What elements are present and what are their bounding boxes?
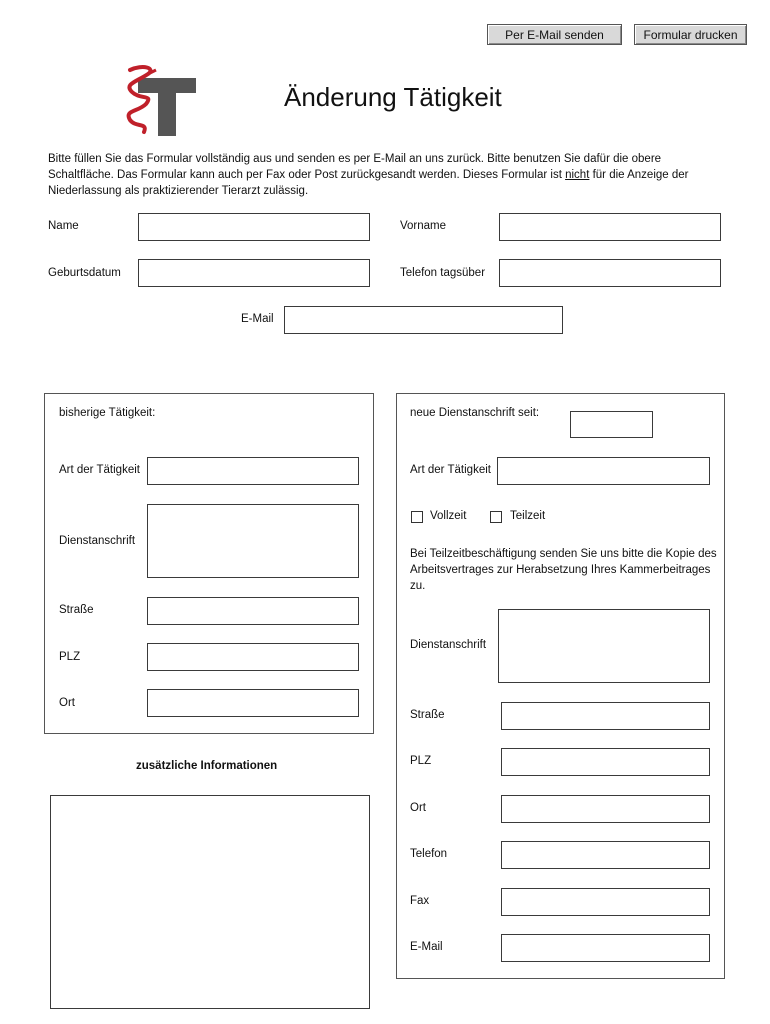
new-fax-label: Fax: [410, 895, 430, 907]
previous-ort-field[interactable]: [147, 689, 359, 717]
previous-dienstanschrift-label: Dienstanschrift: [59, 535, 136, 547]
new-telefon-field[interactable]: [501, 841, 710, 869]
previous-heading: bisherige Tätigkeit:: [59, 407, 156, 419]
vollzeit-checkbox[interactable]: [411, 511, 423, 523]
vollzeit-label: Vollzeit: [430, 510, 467, 522]
email-send-button[interactable]: Per E-Mail senden: [487, 24, 622, 45]
email-label: E-Mail: [241, 313, 274, 325]
new-email-field[interactable]: [501, 934, 710, 962]
geburtsdatum-label: Geburtsdatum: [48, 267, 121, 279]
intro-paragraph: [48, 151, 718, 199]
geburtsdatum-field[interactable]: [138, 259, 370, 287]
new-email-label: E-Mail: [410, 941, 443, 953]
teilzeit-label: Teilzeit: [510, 510, 546, 522]
new-strasse-label: Straße: [410, 709, 445, 721]
vorname-field[interactable]: [499, 213, 721, 241]
part-time-note: Bei Teilzeitbeschäftigung senden Sie uns bitte die Kopie des Arbeitsvertrages zur Herabsetzung Ihres Kammerbeitrages zu.: [410, 548, 717, 592]
print-form-button[interactable]: Formular drucken: [634, 24, 747, 45]
previous-ort-label: Ort: [59, 697, 75, 709]
additional-info-field[interactable]: [50, 795, 370, 1009]
previous-art-field[interactable]: [147, 457, 359, 485]
previous-strasse-label: Straße: [59, 604, 94, 616]
name-field[interactable]: [138, 213, 370, 241]
intro-text-end: für die Anzeige der Niederlassung als praktizierender Tierarzt zulässig.: [48, 169, 689, 197]
previous-dienstanschrift-field[interactable]: [147, 504, 359, 578]
new-ort-label: Ort: [410, 802, 426, 814]
new-fax-field[interactable]: [501, 888, 710, 916]
new-dienstanschrift-label: Dienstanschrift: [410, 639, 487, 651]
new-plz-label: PLZ: [410, 755, 432, 767]
new-art-field[interactable]: [497, 457, 710, 485]
previous-plz-field[interactable]: [147, 643, 359, 671]
new-art-label: Art der Tätigkeit: [410, 464, 491, 476]
new-telefon-label: Telefon: [410, 848, 448, 860]
previous-plz-label: PLZ: [59, 651, 81, 663]
additional-heading: zusätzliche Informationen: [136, 760, 278, 772]
new-strasse-field[interactable]: [501, 702, 710, 730]
name-label: Name: [48, 220, 79, 232]
intro-text: Bitte füllen Sie das Formular vollständig aus und senden es per E-Mail an uns zurück. Bitte benutzen Sie dafür die obere Schaltfläche. Das Formular kann auch per Fax oder Post zurückgesandt werden. Dieses Formular ist: [48, 153, 662, 181]
chamber-logo: [118, 62, 200, 140]
new-ort-field[interactable]: [501, 795, 710, 823]
telefon-label: Telefon tagsüber: [400, 267, 486, 279]
page-title: Änderung Tätigkeit: [284, 82, 502, 112]
previous-art-label: Art der Tätigkeit: [59, 464, 140, 476]
telefon-field[interactable]: [499, 259, 721, 287]
new-plz-field[interactable]: [501, 748, 710, 776]
new-heading: neue Dienstanschrift seit:: [410, 407, 540, 419]
new-since-date-field[interactable]: [570, 411, 653, 438]
teilzeit-checkbox[interactable]: [490, 511, 502, 523]
intro-emphasis: nicht: [565, 169, 590, 181]
previous-strasse-field[interactable]: [147, 597, 359, 625]
new-dienstanschrift-field[interactable]: [498, 609, 710, 683]
vorname-label: Vorname: [400, 220, 447, 232]
email-field[interactable]: [284, 306, 563, 334]
